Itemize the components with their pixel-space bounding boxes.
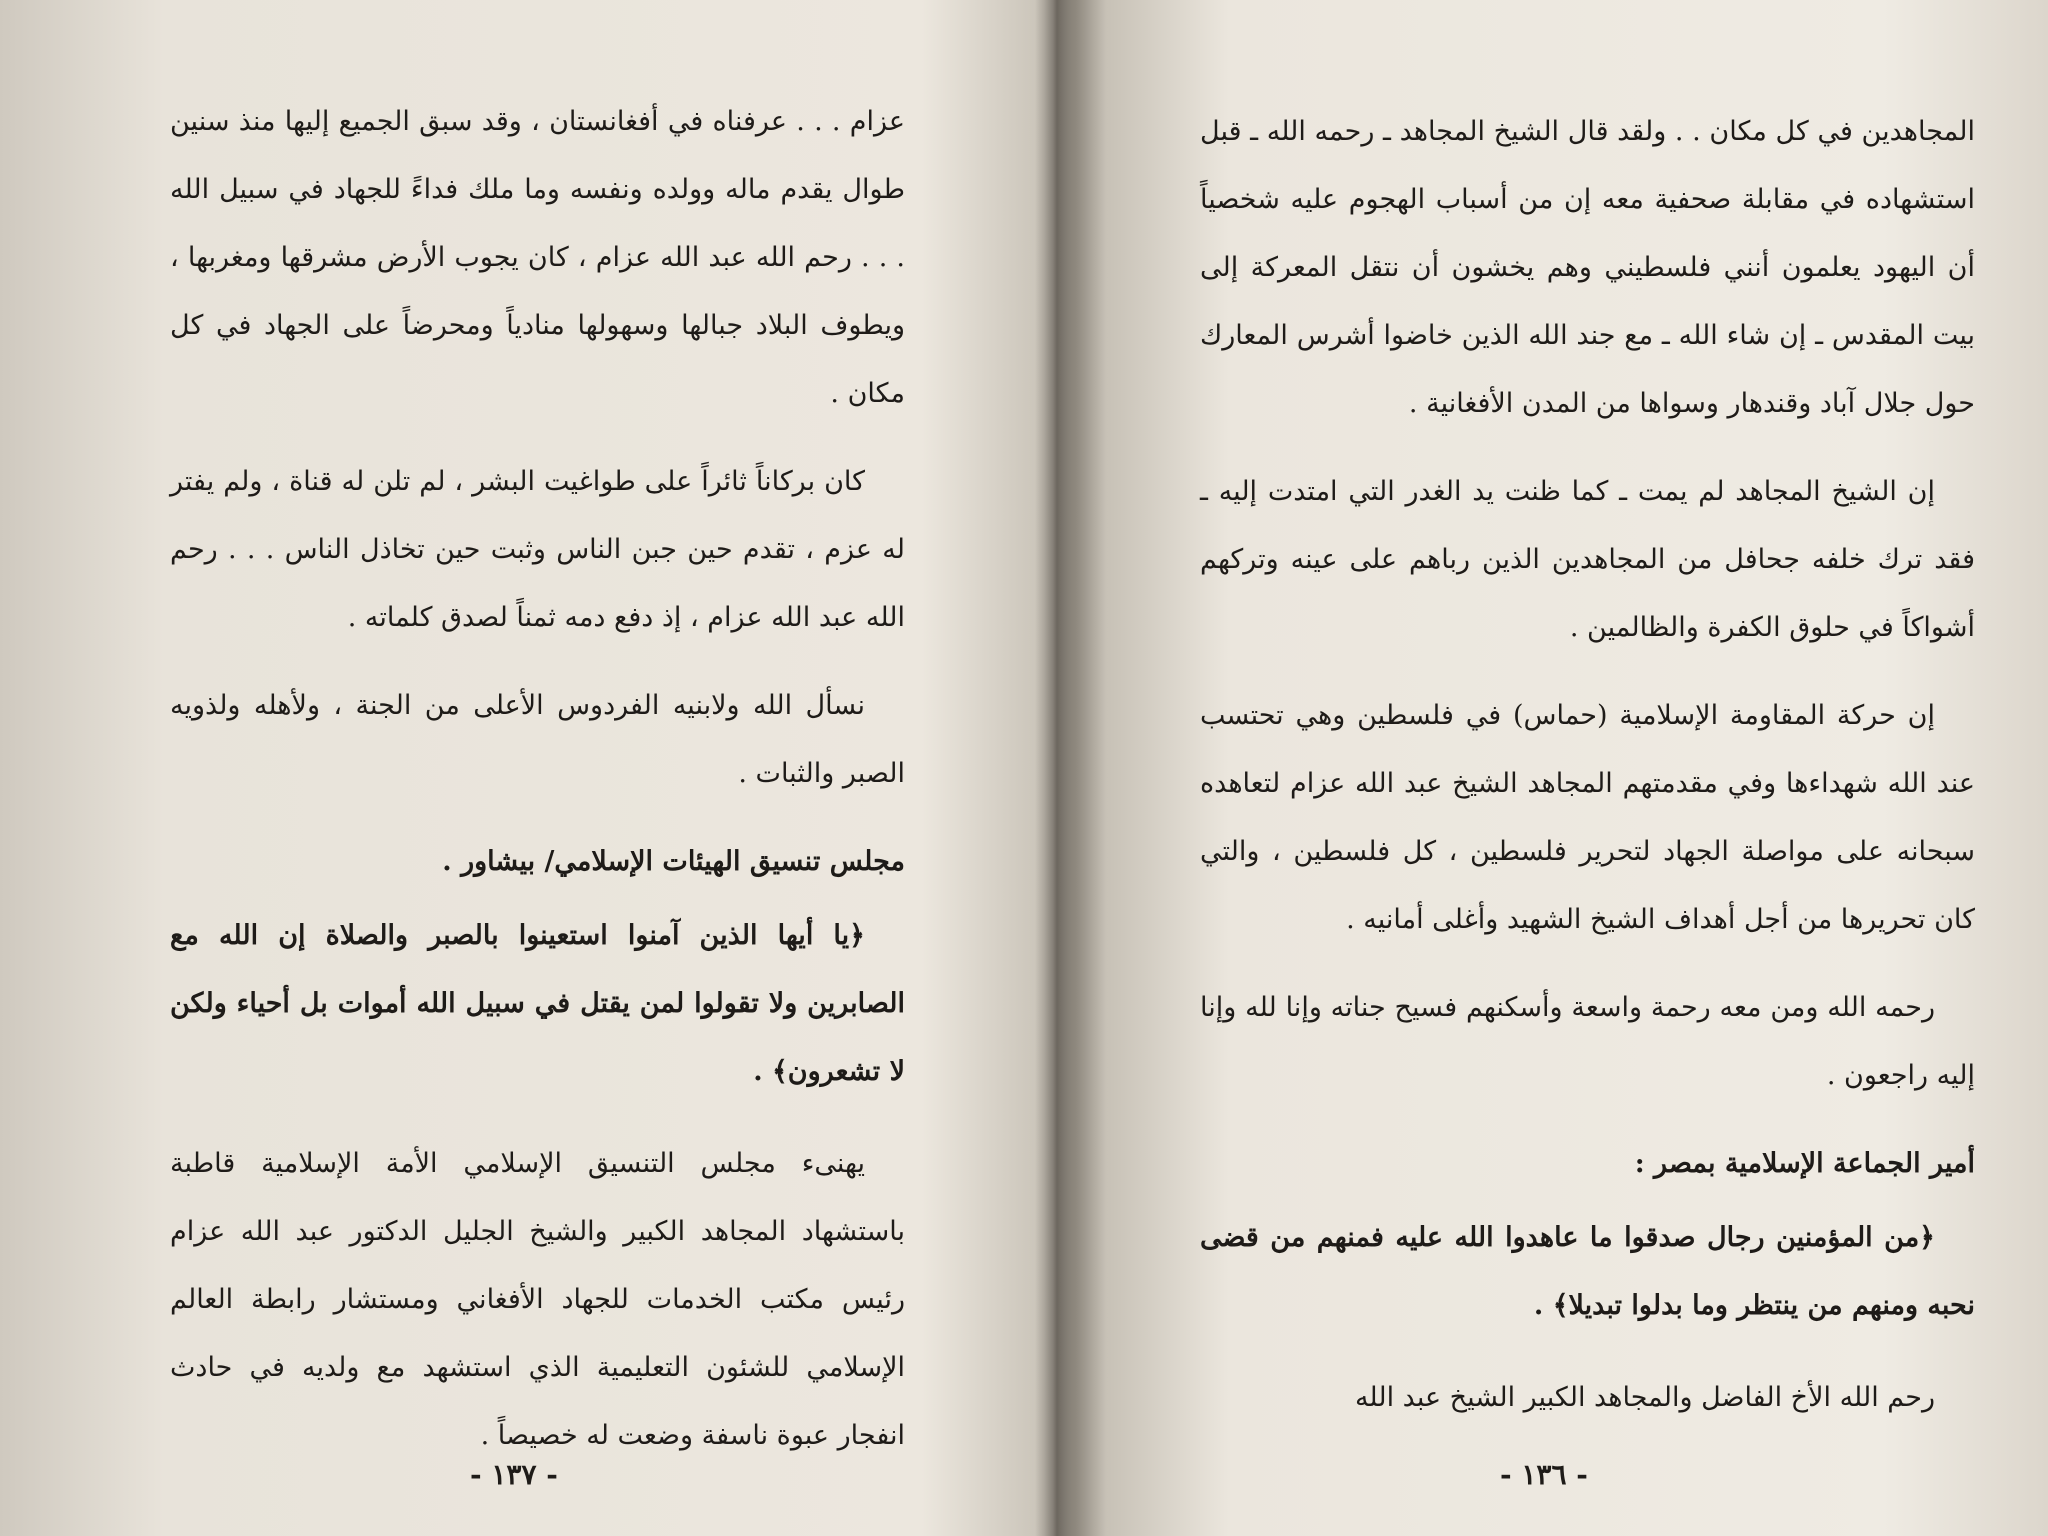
- right-paragraph-3: إن حركة المقاومة الإسلامية (حماس) في فلسطين وهي تحتسب عند الله شهداءها وفي مقدمتهم المجاهد الشيخ عبد الله عزام لتعاهده سبحانه على مواصلة الجهاد لتحرير فلسطين ، كل فلسطين ، والتي كان تحريرها من أجل أهداف الشيخ الشهيد وأغلى أمانيه .: [1200, 700, 1975, 935]
- right-page-text: [1200, 98, 1975, 1452]
- left-quran-verse: ﴿يا أيها الذين آمنوا استعينوا بالصبر والصلاة إن الله مع الصابرين ولا تقولوا لمن يقتل في سبيل الله أموات بل أحياء ولكن لا تشعرون﴾ .: [170, 920, 905, 1087]
- left-paragraph-2: كان بركاناً ثائراً على طواغيت البشر ، لم تلن له قناة ، ولم يفتر له عزم ، تقدم حين جبن الناس وثبت حين تخاذل الناس . . . رحم الله عبد الله عزام ، إذ دفع دمه ثمناً لصدق كلماته .: [170, 466, 905, 633]
- left-paragraph-4: يهنىء مجلس التنسيق الإسلامي الأمة الإسلامية قاطبة باستشهاد المجاهد الكبير والشيخ الجليل الدكتور عبد الله عزام رئيس مكتب الخدمات للجهاد الأفغاني ومستشار رابطة العالم الإسلامي للشئون التعليمية الذي استشهد مع ولديه في حادث انفجار عبوة ناسفة وضعت له خصيصاً .: [170, 1148, 905, 1451]
- right-page-number: - ١٣٦ -: [1500, 1458, 1588, 1491]
- right-heading: أمير الجماعة الإسلامية بمصر :: [1634, 1148, 1975, 1179]
- left-heading: مجلس تنسيق الهيئات الإسلامي/ بيشاور .: [442, 846, 905, 877]
- right-paragraph-1: المجاهدين في كل مكان . . ولقد قال الشيخ المجاهد ـ رحمه الله ـ قبل استشهاده في مقابلة صحفية معه إن من أسباب الهجوم عليه شخصياً أن اليهود يعلمون أنني فلسطيني وهم يخشون أن نتقل المعركة إلى بيت المقدس ـ إن شاء الله ـ مع جند الله الذين خاضوا أشرس المعارك حول جلال آباد وقندهار وسواها من المدن الأفغانية .: [1200, 116, 1975, 419]
- right-page: [1060, 0, 2048, 1536]
- left-page-number: - ١٣٧ -: [470, 1458, 558, 1491]
- right-paragraph-2: إن الشيخ المجاهد لم يمت ـ كما ظنت يد الغدر التي امتدت إليه ـ فقد ترك خلفه جحافل من المجاهدين الذين رباهم على عينه وتركهم أشواكاً في حلوق الكفرة والظالمين .: [1200, 476, 1975, 643]
- left-page-text: [170, 88, 905, 1490]
- right-paragraph-5: رحم الله الأخ الفاضل والمجاهد الكبير الشيخ عبد الله: [1354, 1382, 1935, 1413]
- left-paragraph-1: عزام . . . عرفناه في أفغانستان ، وقد سبق الجميع إليها منذ سنين طوال يقدم ماله وولده ونفسه وما ملك فداءً للجهاد في سبيل الله . . . رحم الله عبد الله عزام ، كان يجوب الأرض مشرقها ومغربها ، ويطوف البلاد جبالها وسهولها منادياً ومحرضاً على الجهاد في كل مكان .: [170, 106, 905, 409]
- left-paragraph-3: نسأل الله ولابنيه الفردوس الأعلى من الجنة ، ولأهله ولذويه الصبر والثبات .: [170, 690, 905, 789]
- right-quran-verse: ﴿من المؤمنين رجال صدقوا ما عاهدوا الله عليه فمنهم من قضى نحبه ومنهم من ينتظر وما بدلوا تبديلا﴾ .: [1200, 1222, 1975, 1321]
- right-paragraph-4: رحمه الله ومن معه رحمة واسعة وأسكنهم فسيح جناته وإنا لله وإنا إليه راجعون .: [1200, 992, 1975, 1091]
